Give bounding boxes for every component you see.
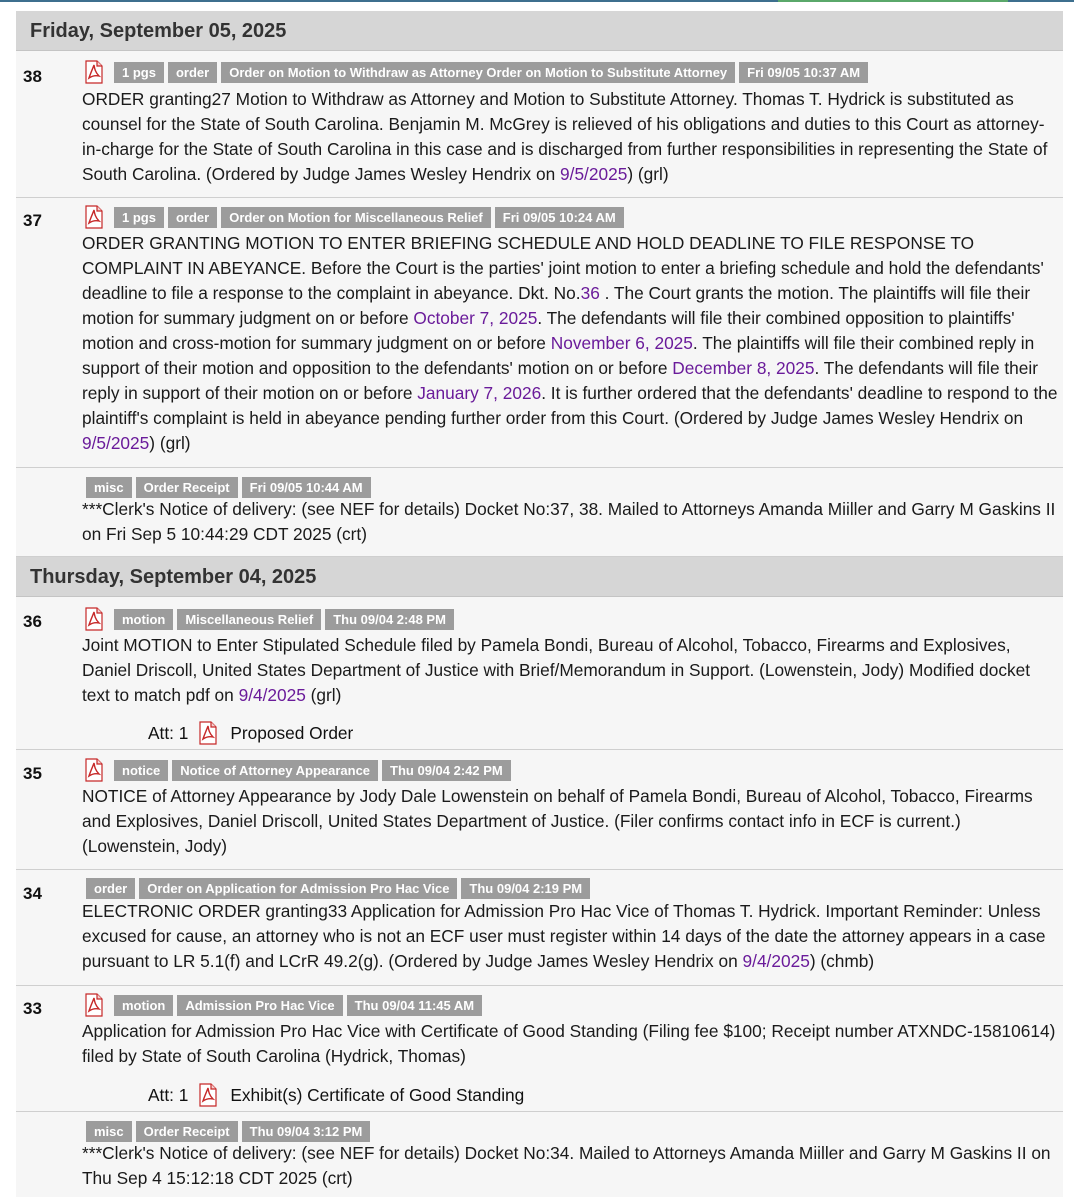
tag-subtype: Admission Pro Hac Vice xyxy=(177,995,342,1016)
tag-timestamp: Fri 09/05 10:24 AM xyxy=(495,207,624,228)
attachment-label: Att: 1 xyxy=(148,1084,189,1105)
docket-entry-35 xyxy=(16,750,1063,870)
tag-type: order xyxy=(86,878,135,899)
tag-subtype: Order on Application for Admission Pro Hac Vice xyxy=(139,878,457,899)
tag-timestamp: Thu 09/04 3:12 PM xyxy=(242,1121,371,1142)
entry-tag-row xyxy=(82,608,458,630)
day-header-friday: Friday, September 05, 2025 xyxy=(16,11,1063,51)
tag-type: misc xyxy=(86,1121,132,1142)
tag-subtype: Order Receipt xyxy=(136,1121,238,1142)
date-link[interactable]: January 7, 2026 xyxy=(417,383,542,403)
tag-subtype: Miscellaneous Relief xyxy=(177,609,321,630)
docket-entry-36 xyxy=(16,597,1063,750)
text-part: (grl) xyxy=(305,685,342,705)
pdf-file-icon[interactable] xyxy=(82,758,106,782)
text-part: ) (grl) xyxy=(627,164,669,184)
entry-tag-row xyxy=(82,994,486,1016)
entry-text: ***Clerk's Notice of delivery: (see NEF for details) Docket No:37, 38. Mailed to Attorneys Amanda Miiller and Garry M Gaskins II on Fri Sep 5 10:44:29 CDT 2025 (crt) xyxy=(82,499,1056,544)
tag-type: order xyxy=(168,62,217,83)
date-link[interactable]: 9/5/2025 xyxy=(82,433,150,453)
docket-number: 37 xyxy=(23,211,42,230)
tag-timestamp: Thu 09/04 11:45 AM xyxy=(347,995,482,1016)
pdf-file-icon[interactable] xyxy=(82,205,106,229)
entry-text: ***Clerk's Notice of delivery: (see NEF for details) Docket No:34. Mailed to Attorneys Amanda Miiller and Garry M Gaskins II on Thu Sep 4 15:12:18 CDT 2025 (crt) xyxy=(82,1143,1051,1188)
entry-tag-row xyxy=(82,61,872,83)
tag-pages: 1 pgs xyxy=(114,62,164,83)
entry-text: Application for Admission Pro Hac Vice with Certificate of Good Standing (Filing fee $100; Receipt number ATXNDC-15810614) filed by State of South Carolina (Hydrick, Thomas) xyxy=(82,1021,1056,1066)
docket-entry-34 xyxy=(16,870,1063,986)
date-link[interactable]: November 6, 2025 xyxy=(550,333,693,353)
tag-pages: 1 pgs xyxy=(114,207,164,228)
pdf-file-icon[interactable] xyxy=(82,60,106,84)
tag-timestamp: Fri 09/05 10:44 AM xyxy=(242,477,371,498)
tag-type: motion xyxy=(114,609,173,630)
tag-type: motion xyxy=(114,995,173,1016)
date-link[interactable]: 9/4/2025 xyxy=(742,951,810,971)
text-part: ) (chmb) xyxy=(809,951,875,971)
text-part: ELECTRONIC ORDER granting33 Application for Admission Pro Hac Vice of Thomas T. Hydrick. Important Reminder: Unless excused for cause, an attorney who is not an ECF user must register within 14 days of the date the attorney appears in a case pursuant to LR 5.1(f) and LCrR 49.2(g). (Ordered by Judge James Wesley Hendrix on xyxy=(82,901,1046,971)
docket-number: 33 xyxy=(23,999,42,1018)
tag-timestamp: Thu 09/04 2:42 PM xyxy=(382,760,511,781)
entry-text xyxy=(82,87,1062,187)
tag-subtype: Order on Motion for Miscellaneous Relief xyxy=(221,207,491,228)
tag-subtype: Order Receipt xyxy=(136,477,238,498)
tag-type: misc xyxy=(86,477,132,498)
docket-number: 38 xyxy=(23,67,42,86)
text-part: . The plaintiffs will file their combined reply in support of their motion and opposition to the defendants' motion on or before xyxy=(82,333,1035,378)
docket-entry-37 xyxy=(16,198,1063,468)
docket-number: 34 xyxy=(23,884,42,903)
tag-timestamp: Fri 09/05 10:37 AM xyxy=(739,62,868,83)
tag-subtype: Order on Motion to Withdraw as Attorney Order on Motion to Substitute Attorney xyxy=(221,62,735,83)
tag-type: order xyxy=(168,207,217,228)
entry-tag-row xyxy=(86,476,375,498)
pdf-file-icon[interactable] xyxy=(196,721,220,745)
entry-text xyxy=(82,899,1062,974)
pdf-file-icon[interactable] xyxy=(196,1083,220,1107)
docket-entry-33 xyxy=(16,986,1063,1112)
text-part: . The Court grants the motion. The plaintiffs will file their motion for summary judgment on or before xyxy=(82,283,1031,328)
pdf-file-icon[interactable] xyxy=(82,607,106,631)
entry-tag-row xyxy=(86,1120,374,1142)
attachment-name: Proposed Order xyxy=(230,722,354,743)
docket-number: 35 xyxy=(23,764,42,783)
text-part: ORDER GRANTING MOTION TO ENTER BRIEFING SCHEDULE AND HOLD DEADLINE TO FILE RESPONSE TO COMPLAINT IN ABEYANCE. Before the Court is the parties' joint motion to enter a briefing schedule and hold the defendants' deadline to file a response to the complaint in abeyance. Dkt. No. xyxy=(82,233,1044,303)
top-accent-bar xyxy=(0,0,1074,2)
entry-text: NOTICE of Attorney Appearance by Jody Dale Lowenstein on behalf of Pamela Bondi, Bureau of Alcohol, Tobacco, Firearms and Explosives, Daniel Driscoll, United States Department of Justice. (Filer confirms contact info in ECF is current.) (Lowenstein, Jody) xyxy=(82,786,1033,856)
tag-type: notice xyxy=(114,760,168,781)
tag-timestamp: Thu 09/04 2:48 PM xyxy=(325,609,454,630)
day-header-thursday: Thursday, September 04, 2025 xyxy=(16,557,1063,597)
date-link[interactable]: October 7, 2025 xyxy=(413,308,538,328)
text-part: ORDER granting27 Motion to Withdraw as Attorney and Motion to Substitute Attorney. Thomas T. Hydrick is substituted as counsel for the State of South Carolina. Benjamin M. McGrey is relieved of his obligations and duties to this Court as attorney-in-charge for the State of South Carolina in this case and is discharged from further responsibilities in representing the State of South Carolina. (Ordered by Judge James Wesley Hendrix on xyxy=(82,89,1048,184)
date-link[interactable]: December 8, 2025 xyxy=(672,358,815,378)
text-part: ) (grl) xyxy=(149,433,191,453)
top-accent-segment xyxy=(778,0,1008,2)
text-part: Joint MOTION to Enter Stipulated Schedule filed by Pamela Bondi, Bureau of Alcohol, Tobacco, Firearms and Explosives, Daniel Driscoll, United States Department of Justice with Brief/Memorandum in Support. (Lowenstein, Jody) Modified docket text to match pdf on xyxy=(82,635,1031,705)
entry-tag-row xyxy=(82,206,628,228)
docket-entry-receipt xyxy=(16,468,1063,557)
entry-text xyxy=(82,231,1062,456)
tag-subtype: Notice of Attorney Appearance xyxy=(172,760,378,781)
entry-tag-row xyxy=(82,759,515,781)
attachment-name: Exhibit(s) Certificate of Good Standing xyxy=(230,1084,525,1105)
docket-number: 36 xyxy=(23,612,42,631)
docket-entry-38 xyxy=(16,51,1063,198)
pdf-file-icon[interactable] xyxy=(82,993,106,1017)
attachment-row xyxy=(148,1083,524,1107)
entry-text xyxy=(82,633,1062,708)
attachment-row xyxy=(148,721,353,745)
text-part: . The defendants will file their combined opposition to plaintiffs' motion and cross-motion for summary judgment on or before xyxy=(82,308,1015,353)
date-link[interactable]: 9/4/2025 xyxy=(238,685,306,705)
text-part: . The defendants will file their reply in support of their motion on or before xyxy=(82,358,1038,403)
date-link[interactable]: 9/5/2025 xyxy=(560,164,628,184)
entry-tag-row xyxy=(86,877,594,899)
tag-timestamp: Thu 09/04 2:19 PM xyxy=(461,878,590,899)
docket-entry-receipt xyxy=(16,1112,1063,1197)
attachment-label: Att: 1 xyxy=(148,722,189,743)
text-part: . It is further ordered that the defendants' deadline to respond to the plaintiff's complaint is held in abeyance pending further order from this Court. (Ordered by Judge James Wesley Hendrix on xyxy=(82,383,1058,428)
docket-link[interactable]: 36 xyxy=(580,283,600,303)
